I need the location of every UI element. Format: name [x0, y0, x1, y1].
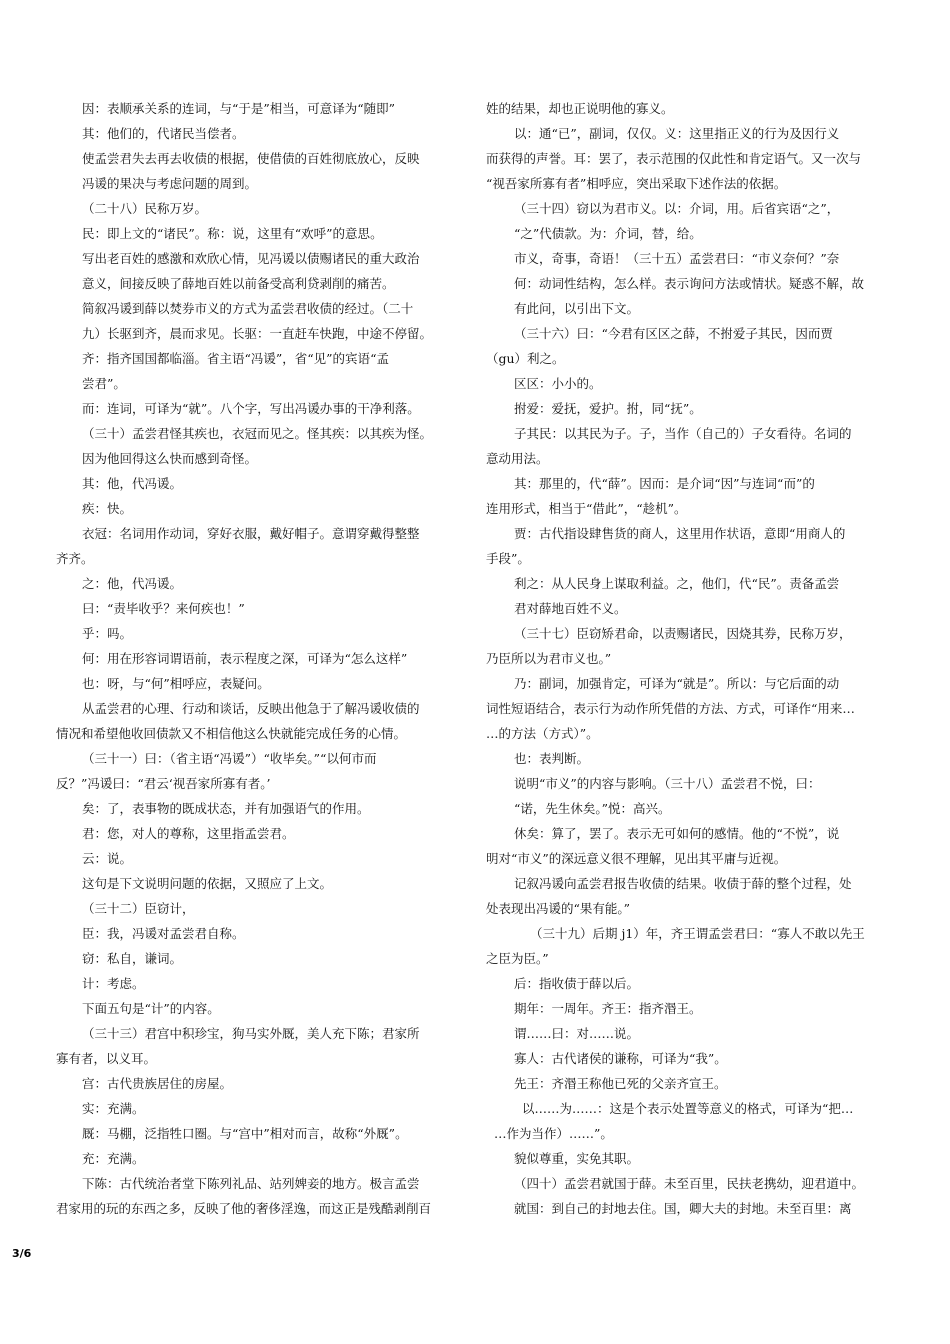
- text-line: 窃：私自，谦词。: [82, 951, 183, 966]
- text-line: 矣：了，表事物的既成状态，并有加强语气的作用。: [82, 801, 370, 816]
- text-line: 也：呀，与“何”相呼应，表疑问。: [82, 676, 270, 691]
- text-line: 姓的结果，却也正说明他的寡义。: [486, 101, 674, 116]
- text-line: 实：充满。: [82, 1101, 145, 1116]
- text-line: 以：通“已”，副词，仅仅。义：这里指正义的行为及因行义: [514, 126, 840, 141]
- right-text-column: [486, 96, 904, 1221]
- text-line: （四十）孟尝君就国于薛。未至百里，民扶老携幼，迎君道中。: [514, 1176, 865, 1191]
- text-line: 齐齐。: [56, 551, 94, 566]
- text-line: 从孟尝君的心理、行动和谈话，反映出他急于了解冯谖收债的: [82, 701, 420, 716]
- text-line: 区区：小小的。: [514, 376, 602, 391]
- text-line: 利之：从人民身上谋取利益。之，他们，代“民”。责备孟尝: [514, 576, 840, 591]
- text-line: 而：连词，可译为“就”。八个字，写出冯谖办事的干净利落。: [82, 401, 420, 416]
- text-line: 市义，奇事，奇语！（三十五）孟尝君曰：“市义奈何？”奈: [514, 251, 840, 266]
- text-line: 明对“市义”的深远意义很不理解，见出其平庸与近视。: [486, 851, 787, 866]
- text-line: 手段”。: [486, 551, 530, 566]
- text-line: “视吾家所寡有者”相呼应，突出采取下述作法的依据。: [486, 176, 787, 191]
- text-line: 记叙冯谖向孟尝君报告收债的结果。收债于薛的整个过程，处: [514, 876, 852, 891]
- text-line: 休矣：算了，罢了。表示无可如何的感情。他的“不悦”，说: [514, 826, 840, 841]
- text-line: 乃臣所以为君市义也。”: [486, 651, 612, 666]
- text-line: “诺，先生休矣。”悦：高兴。: [514, 801, 671, 816]
- text-line: 疾：快。: [82, 501, 133, 516]
- text-line: 拊爱：爱抚，爱护。拊，同“抚”。: [514, 401, 702, 416]
- text-line: 贾：古代指设肆售货的商人，这里用作状语，意即“用商人的: [514, 526, 846, 541]
- text-line: 充：充满。: [82, 1151, 145, 1166]
- text-line: 就国：到自己的封地去住。国，卿大夫的封地。未至百里：离: [514, 1201, 852, 1216]
- text-line: 寡人：古代诸侯的谦称，可译为“我”。: [514, 1051, 727, 1066]
- text-line: 下面五句是“计”的内容。: [82, 1001, 220, 1016]
- text-line: （三十二）臣窃计，: [82, 901, 195, 916]
- text-line: （三十六）曰：“今君有区区之薛，不拊爱子其民，因而贾: [514, 326, 833, 341]
- text-line: （三十）孟尝君怪其疾也，衣冠而见之。怪其疾：以其疾为怪。: [82, 426, 433, 441]
- text-line: （三十九）后期 j1）年，齐王谓孟尝君曰：“寡人不敢以先王: [530, 926, 865, 941]
- text-line: 冯谖的果决与考虑问题的周到。: [82, 176, 258, 191]
- text-line: 词性短语结合，表示行为动作所凭借的方法、方式，可译作“用来…: [486, 701, 855, 716]
- text-line: 使孟尝君失去再去收债的根据，使借债的百姓彻底放心，反映: [82, 151, 420, 166]
- text-line: 意义，间接反映了薛地百姓以前备受高利贷剥削的痛苦。: [82, 276, 395, 291]
- text-line: 齐：指齐国国都临淄。省主语“冯谖”，省“见”的宾语“孟: [82, 351, 389, 366]
- page-number: 3/6: [12, 1247, 32, 1260]
- text-line: 其：他，代冯谖。: [82, 476, 183, 491]
- text-line: 衣冠：名词用作动词，穿好衣服，戴好帽子。意谓穿戴得整整: [82, 526, 420, 541]
- text-line: 君：您，对人的尊称，这里指孟尝君。: [82, 826, 295, 841]
- text-line: 有此问，以引出下文。: [514, 301, 640, 316]
- text-line: 写出老百姓的感激和欢欣心情，见冯谖以债赐诸民的重大政治: [82, 251, 420, 266]
- text-line: 先王：齐湣王称他已死的父亲齐宣王。: [514, 1076, 727, 1091]
- text-line: 乎：吗。: [82, 626, 133, 641]
- text-line: “之”代债款。为：介词，替，给。: [514, 226, 702, 241]
- text-line: 也：表判断。: [514, 751, 590, 766]
- text-line: 君家用的玩的东西之多，反映了他的奢侈淫逸，而这正是残酷剥削百: [56, 1201, 432, 1216]
- text-line: 其：他们的，代诸民当偿者。: [82, 126, 245, 141]
- text-line: 九）长驱到齐，晨而求见。长驱：一直赶车快跑，中途不停留。: [82, 326, 433, 341]
- text-line: 尝君”。: [82, 376, 126, 391]
- text-line: …作为当作）……”。: [494, 1126, 613, 1141]
- text-line: 因：表顺承关系的连词，与“于是”相当，可意译为“随即”: [82, 101, 396, 116]
- text-line: 以……为……：这是个表示处置等意义的格式，可译为“把…: [522, 1101, 854, 1116]
- text-line: 谓……曰：对……说。: [514, 1026, 640, 1041]
- text-line: （三十一）曰：（省主语“冯谖”）“收毕矣。”“以何市而: [82, 751, 377, 766]
- text-line: 处表现出冯谖的“果有能。”: [486, 901, 631, 916]
- text-line: 何：用在形容词谓语前，表示程度之深，可译为“怎么这样”: [82, 651, 408, 666]
- left-text-column: [56, 96, 472, 1221]
- text-line: 期年：一周年。齐王：指齐湣王。: [514, 1001, 702, 1016]
- text-line: （三十四）窃以为君市义。以：介词，用。后省宾语“之”，: [514, 201, 840, 216]
- text-line: 简叙冯谖到薛以焚券市义的方式为孟尝君收债的经过。（二十: [82, 301, 414, 316]
- text-line: 民：即上文的“诸民”。称：说，这里有“欢呼”的意思。: [82, 226, 383, 241]
- text-line: …的方法（方式）”。: [486, 726, 599, 741]
- text-line: 云：说。: [82, 851, 133, 866]
- text-line: 反？”冯谖曰：“君云‘视吾家所寡有者。’: [56, 776, 271, 791]
- text-line: 下陈：古代统治者堂下陈列礼品、站列婢妾的地方。极言孟尝: [82, 1176, 420, 1191]
- text-line: 而获得的声誉。耳：罢了，表示范围的仅此性和肯定语气。又一次与: [486, 151, 862, 166]
- text-line: 君对薛地百姓不义。: [514, 601, 627, 616]
- text-line: 后：指收债于薛以后。: [514, 976, 640, 991]
- text-line: 说明“市义”的内容与影响。（三十八）孟尝君不悦，曰：: [514, 776, 821, 791]
- text-line: 何：动词性结构，怎么样。表示询问方法或情状。疑惑不解，故: [514, 276, 865, 291]
- text-line: 之臣为臣。”: [486, 951, 549, 966]
- text-line: 意动用法。: [486, 451, 549, 466]
- text-line: 连用形式，相当于“借此”，“趁机”。: [486, 501, 687, 516]
- text-line: 其：那里的，代“薛”。因而：是介词“因”与连词“而”的: [514, 476, 815, 491]
- text-line: 计：考虑。: [82, 976, 145, 991]
- text-line: 寡有者，以义耳。: [56, 1051, 157, 1066]
- text-line: （三十七）臣窃矫君命，以责赐诸民，因烧其券，民称万岁，: [514, 626, 852, 641]
- text-line: （二十八）民称万岁。: [82, 201, 208, 216]
- text-line: （三十三）君宫中积珍宝，狗马实外厩，美人充下陈；君家所: [82, 1026, 420, 1041]
- text-line: 貌似尊重，实免其职。: [514, 1151, 640, 1166]
- text-line: 情况和希望他收回债款又不相信他这么快就能完成任务的心情。: [56, 726, 407, 741]
- text-line: （gu）利之。: [486, 351, 565, 366]
- text-line: 乃：副词，加强肯定，可译为“就是”。所以：与它后面的动: [514, 676, 840, 691]
- text-line: 宫：古代贵族居住的房屋。: [82, 1076, 233, 1091]
- text-line: 这句是下文说明问题的依据，又照应了上文。: [82, 876, 333, 891]
- text-line: 之：他，代冯谖。: [82, 576, 183, 591]
- text-line: 因为他回得这么快而感到奇怪。: [82, 451, 258, 466]
- text-line: 曰：“责毕收乎？来何疾也！”: [82, 601, 245, 616]
- text-line: 子其民：以其民为子。子，当作（自己的）子女看待。名词的: [514, 426, 852, 441]
- text-line: 厩：马棚，泛指牲口圈。与“宫中”相对而言，故称“外厩”。: [82, 1126, 408, 1141]
- text-line: 臣：我，冯谖对孟尝君自称。: [82, 926, 245, 941]
